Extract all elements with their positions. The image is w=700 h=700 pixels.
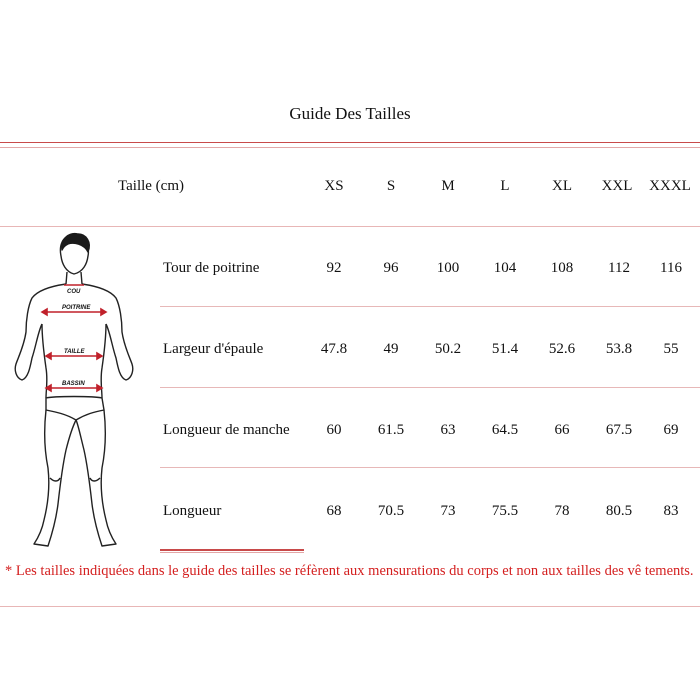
page-title: Guide Des Tailles [289,104,411,123]
table-cell: 50.2 [434,341,462,357]
chest-label: POITRINE [62,305,91,311]
table-cell: 68 [326,503,342,519]
table-cell: 47.8 [320,341,348,357]
table-cell: 96 [383,260,399,276]
table-cell: 67.5 [605,422,633,438]
size-header-xxl: XXL [601,178,633,194]
size-header-s: S [386,178,396,194]
row-label-shoulder: Largeur d'épaule [163,341,264,357]
table-cell: 52.6 [548,341,576,357]
table-cell: 61.5 [377,422,405,438]
table-cell: 112 [608,260,630,276]
table-cell: 80.5 [605,503,633,519]
table-cell: 66 [554,422,570,438]
body-silhouette-icon [4,228,146,554]
body-measurement-figure [4,228,146,554]
table-cell: 51.4 [491,341,519,357]
table-cell: 69 [663,422,679,438]
title-divider-secondary [0,147,700,148]
row-divider [160,387,700,388]
size-header-xs: XS [324,178,344,194]
table-cell: 108 [550,260,574,276]
row-label-sleeve: Longueur de manche [163,422,290,438]
table-cell: 70.5 [377,503,405,519]
table-cell: 100 [436,260,460,276]
table-cell: 83 [663,503,679,519]
row-divider [160,467,700,468]
table-cell: 116 [660,260,682,276]
table-bottom-divider [160,549,304,551]
row-label-length: Longueur [163,503,222,519]
table-cell: 104 [493,260,517,276]
hip-label: BASSIN [62,381,85,387]
title-divider [0,142,700,143]
neck-label: COU [67,289,81,295]
waist-label: TAILLE [64,349,85,355]
table-cell: 60 [326,422,342,438]
table-cell: 73 [440,503,456,519]
size-header-xl: XL [552,178,572,194]
header-divider [0,226,700,227]
table-bottom-divider-secondary [160,552,304,553]
table-cell: 78 [554,503,570,519]
size-header-l: L [500,178,510,194]
table-cell: 64.5 [491,422,519,438]
size-note: * Les tailles indiquées dans le guide des tailles se réfèrent aux mensurations du corps et non aux tailles des vê tements. [5,563,694,579]
footer-divider [0,606,700,607]
table-cell: 63 [440,422,456,438]
size-header-m: M [441,178,455,194]
size-header-xxxl: XXXL [649,178,691,194]
table-cell: 53.8 [605,341,633,357]
row-label-chest: Tour de poitrine [163,260,260,276]
table-cell: 49 [383,341,399,357]
size-header-label: Taille (cm) [118,178,184,194]
table-cell: 55 [663,341,679,357]
row-divider [160,306,700,307]
table-cell: 75.5 [491,503,519,519]
table-cell: 92 [326,260,342,276]
